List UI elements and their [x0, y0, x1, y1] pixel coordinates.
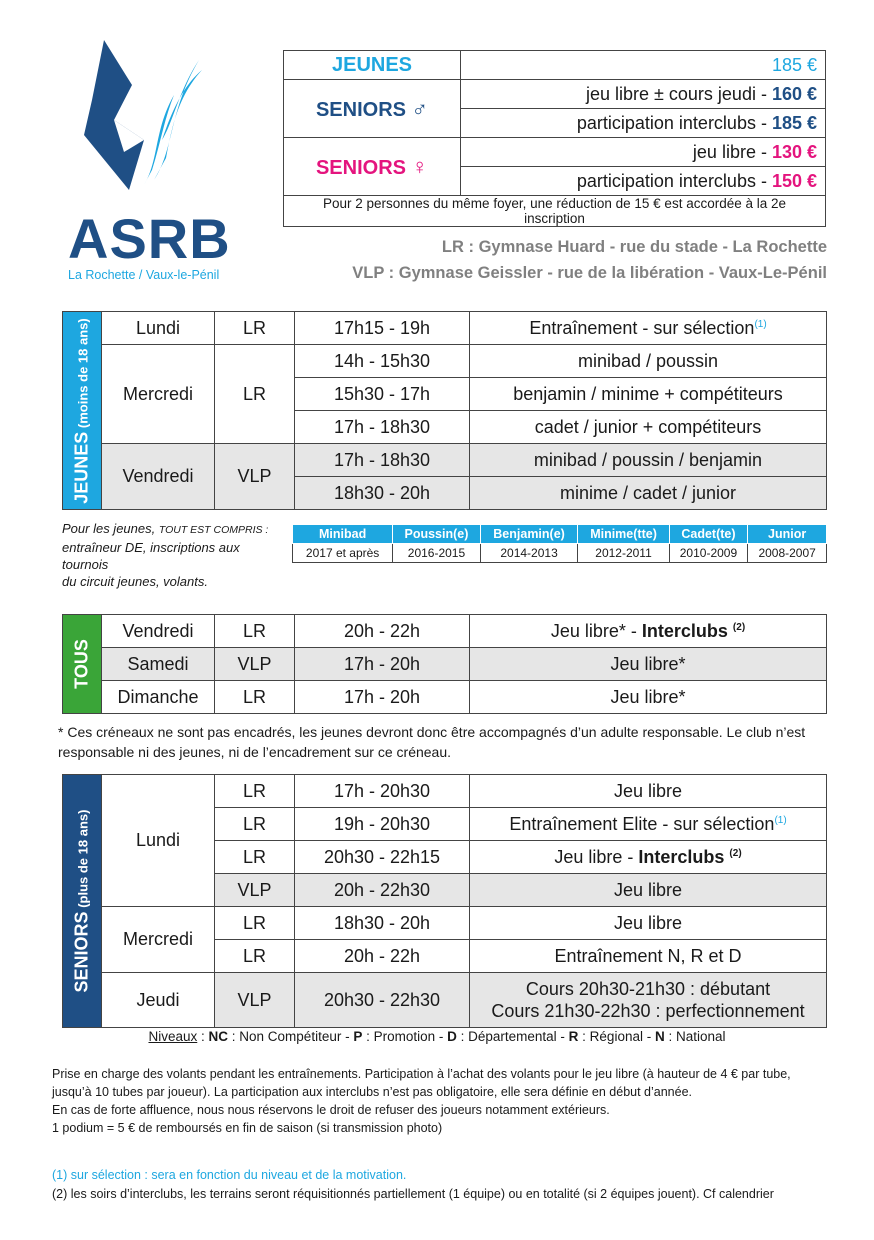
time-cell: 17h - 18h30 — [295, 444, 470, 477]
age-header: Minibad — [293, 525, 393, 544]
price-row: jeu libre - 130 € — [461, 138, 826, 167]
place-cell: VLP — [215, 973, 295, 1028]
activity-cell: Jeu libre — [470, 775, 827, 808]
club-logo — [62, 40, 262, 290]
place-cell: LR — [215, 615, 295, 648]
place-cell: VLP — [215, 874, 295, 907]
footnote-2: (2) les soirs d’interclubs, les terrains seront réquisitionnés partiellement (1 équipe) ou en totalité (si 2 équipes jouent). Cf calendrier — [52, 1187, 774, 1201]
activity-cell: Jeu libre* — [470, 648, 827, 681]
place-cell: VLP — [215, 648, 295, 681]
place-cell: LR — [215, 681, 295, 714]
activity-cell: minibad / poussin — [470, 345, 827, 378]
day-cell: Vendredi — [102, 444, 215, 510]
price-table — [283, 50, 826, 227]
activity-cell: Entraînement N, R et D — [470, 940, 827, 973]
time-cell: 17h15 - 19h — [295, 312, 470, 345]
price-row: participation interclubs - 185 € — [461, 109, 826, 138]
age-header: Cadet(te) — [669, 525, 748, 544]
age-years: 2012-2011 — [578, 544, 669, 563]
time-cell: 18h30 - 20h — [295, 477, 470, 510]
levels-legend: Niveaux : NC : Non Compétiteur - P : Promotion - D : Départemental - R : Régional - N : National — [148, 1029, 726, 1044]
logo-subtitle: La Rochette / Vaux-le-Pénil — [68, 268, 220, 282]
place-cell: LR — [215, 940, 295, 973]
tous-schedule — [62, 614, 827, 714]
day-cell: Jeudi — [102, 973, 215, 1028]
place-cell: LR — [215, 907, 295, 940]
discount-note: Pour 2 personnes du même foyer, une réduction de 15 € est accordée à la 2e inscription — [284, 196, 826, 227]
age-header: Poussin(e) — [393, 525, 480, 544]
age-years: 2016-2015 — [393, 544, 480, 563]
time-cell: 17h - 20h — [295, 648, 470, 681]
jeunes-schedule — [62, 311, 827, 510]
activity-cell: Entraînement Elite - sur sélection$^{(1)}$ — [470, 808, 827, 841]
day-cell: Mercredi — [102, 345, 215, 444]
footer-paragraph: En cas de forte affluence, nous nous réservons le droit de refuser des joueurs notamment extérieurs. — [52, 1103, 610, 1117]
activity-cell: Cours 20h30-21h30 : débutant Cours 21h30-22h30 : perfectionnement — [470, 973, 827, 1028]
venue-vlp: VLP : Gymnase Geissler - rue de la libération - Vaux-Le-Pénil — [352, 264, 827, 282]
activity-cell: cadet / junior + compétiteurs — [470, 411, 827, 444]
time-cell: 15h30 - 17h — [295, 378, 470, 411]
seniors-schedule — [62, 774, 827, 1028]
time-cell: 20h30 - 22h30 — [295, 973, 470, 1028]
time-cell: 18h30 - 20h — [295, 907, 470, 940]
age-years: 2017 et après — [293, 544, 393, 563]
footer-paragraph: Prise en charge des volants pendant les entraînements. Participation à l’achat des volants pour le jeu libre (à hauteur de 4 € par tube, jusqu’à 10 tubes par joueur). La participation aux interclubs n’est pas obligatoire, elle sera définie en début d’année. — [52, 1067, 791, 1099]
price-row: participation interclubs - 150 € — [461, 167, 826, 196]
place-cell: VLP — [215, 444, 295, 510]
time-cell: 17h - 20h30 — [295, 775, 470, 808]
activity-cell: Jeu libre — [470, 907, 827, 940]
day-cell: Vendredi — [102, 615, 215, 648]
time-cell: 19h - 20h30 — [295, 808, 470, 841]
activity-cell: Entraînement - sur sélection$^{(1)}$ — [470, 312, 827, 345]
time-cell: 17h - 20h — [295, 681, 470, 714]
place-cell: LR — [215, 775, 295, 808]
place-cell: LR — [215, 312, 295, 345]
price-category-seniors-male: SENIORS ♂ — [284, 80, 461, 138]
age-header: Benjamin(e) — [480, 525, 578, 544]
time-cell: 20h - 22h30 — [295, 874, 470, 907]
time-cell: 14h - 15h30 — [295, 345, 470, 378]
time-cell: 17h - 18h30 — [295, 411, 470, 444]
activity-cell: Jeu libre — [470, 874, 827, 907]
jeunes-side-label: JEUNES (moins de 18 ans) — [63, 312, 102, 510]
place-cell: LR — [215, 808, 295, 841]
day-cell: Samedi — [102, 648, 215, 681]
footnote-1: (1) sur sélection : sera en fonction du niveau et de la motivation. — [52, 1168, 407, 1182]
venue-lr: LR : Gymnase Huard - rue du stade - La Rochette — [441, 238, 827, 256]
age-header: Minime(tte) — [578, 525, 669, 544]
wolf-head-icon — [74, 40, 204, 200]
age-years: 2010-2009 — [669, 544, 748, 563]
age-category-table — [292, 524, 827, 563]
footer-paragraph: 1 podium = 5 € de remboursés en fin de saison (si transmission photo) — [52, 1121, 443, 1135]
time-cell: 20h - 22h — [295, 615, 470, 648]
activity-cell: minime / cadet / junior — [470, 477, 827, 510]
place-cell: LR — [215, 841, 295, 874]
activity-cell: Jeu libre* - Interclubs $^{(2)}$ — [470, 615, 827, 648]
activity-cell: Jeu libre* — [470, 681, 827, 714]
place-cell: LR — [215, 345, 295, 444]
activity-cell: minibad / poussin / benjamin — [470, 444, 827, 477]
price-row: jeu libre ± cours jeudi - 160 € — [461, 80, 826, 109]
day-cell: Lundi — [102, 312, 215, 345]
price-jeunes: 185 € — [461, 51, 826, 80]
footer-info — [52, 1065, 822, 1137]
price-category-jeunes: JEUNES — [284, 51, 461, 80]
seniors-side-label: SENIORS (plus de 18 ans) — [63, 775, 102, 1028]
age-header: Junior — [748, 525, 827, 544]
time-cell: 20h30 - 22h15 — [295, 841, 470, 874]
activity-cell: Jeu libre - Interclubs $^{(2)}$ — [470, 841, 827, 874]
time-cell: 20h - 22h — [295, 940, 470, 973]
day-cell: Mercredi — [102, 907, 215, 973]
day-cell: Lundi — [102, 775, 215, 907]
activity-cell: benjamin / minime + compétiteurs — [470, 378, 827, 411]
price-category-seniors-female: SENIORS ♀ — [284, 138, 461, 196]
tous-note: * Ces créneaux ne sont pas encadrés, les jeunes devront donc être accompagnés d’un adulte responsable. Le club n’est responsable ni des jeunes, ni de l’encadrement sur ce créneau. — [58, 724, 806, 760]
day-cell: Dimanche — [102, 681, 215, 714]
tous-side-label: TOUS — [63, 615, 102, 714]
male-symbol-icon: ♂ — [411, 95, 429, 121]
logo-text: ASRB — [68, 207, 231, 270]
jeunes-note: Pour les jeunes, TOUT EST COMPRIS : entraîneur DE, inscriptions aux tournois du circuit jeunes, volants. — [62, 521, 269, 589]
age-years: 2014-2013 — [480, 544, 578, 563]
age-years: 2008-2007 — [748, 544, 827, 563]
female-symbol-icon: ♀ — [411, 153, 429, 179]
